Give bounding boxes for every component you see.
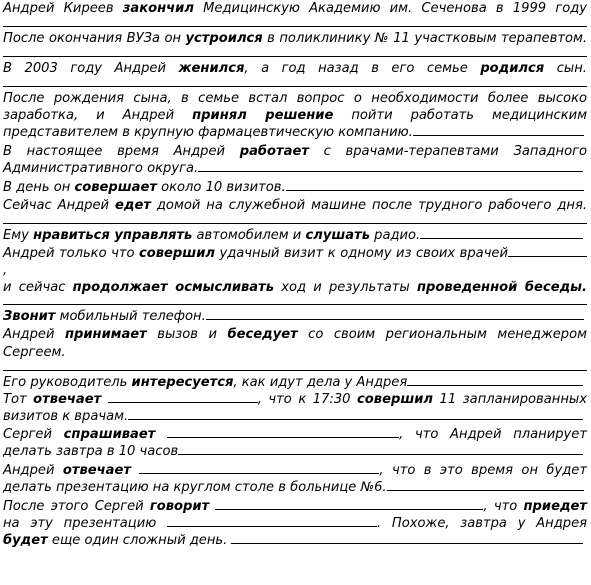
verb-highlight: женился <box>178 61 245 77</box>
sentence <box>3 179 587 196</box>
answer-line[interactable] <box>231 543 583 544</box>
sentence-text: , что к 17:30 <box>257 391 358 407</box>
sentence-line <box>3 462 587 496</box>
sentence-text: радио. <box>369 228 421 244</box>
sentence-text: 11 запланированных визитов к врачам. <box>3 391 587 424</box>
sentence-text: Андрей Киреев <box>3 1 123 16</box>
verb-highlight: нравиться управлять <box>33 228 193 244</box>
sentence-part <box>3 463 131 478</box>
answer-line[interactable] <box>413 135 584 136</box>
sentence-line <box>3 391 587 425</box>
verb-highlight: устроился <box>185 31 263 47</box>
sentence-text: с врачами-терапевтами Западного Административного округа. <box>3 144 587 177</box>
answer-line[interactable] <box>3 86 587 87</box>
answer-line[interactable] <box>167 526 377 527</box>
sentence-text: После этого Сергей <box>3 498 150 514</box>
answer-line[interactable] <box>178 454 583 455</box>
answer-line[interactable] <box>3 56 587 57</box>
sentence-text: , как идут дела у Андрея <box>233 374 408 390</box>
sentence <box>3 60 587 77</box>
answer-line[interactable] <box>407 385 583 386</box>
sentence-text: Андрей только что <box>3 245 139 261</box>
sentence-line <box>3 498 587 549</box>
sentence <box>3 308 587 325</box>
answer-line[interactable] <box>108 402 258 403</box>
sentence-text: Ему <box>3 228 34 244</box>
answer-line[interactable] <box>3 26 587 27</box>
sentence-text: . Похоже, завтра у Андрея <box>377 515 588 531</box>
answer-line[interactable] <box>139 473 379 474</box>
sentence-line <box>3 426 587 460</box>
sentence-text: еще один сложный день. <box>47 532 228 548</box>
verb-highlight: беседует <box>227 327 298 343</box>
worksheet <box>3 0 587 549</box>
sentence <box>3 326 587 360</box>
sentence-text: В день он <box>3 179 75 195</box>
sentence-text: , а год назад в его семье <box>244 61 481 77</box>
verb-highlight: слушать <box>305 228 370 244</box>
sentence: Андрей только что совершил удачный визит к одному из своих врачей, <box>3 245 587 279</box>
sentence-text: домой на служебной машине после трудного рабочего дня. <box>150 198 587 214</box>
sentence <box>3 90 587 141</box>
sentence-text: После окончания ВУЗа он <box>3 31 186 47</box>
sentence-text: автомобилем и <box>192 228 306 244</box>
verb-highlight: принимает <box>64 327 147 343</box>
verb-highlight: совершил <box>139 245 215 261</box>
sentence-text: Сейчас Андрей <box>3 198 115 214</box>
sentence-text: в поликлинику № 11 участковым терапевтом. <box>262 31 588 47</box>
sentence-text: После рождения сына, в семье встал вопрос о необходимости более высоко заработка, и Андрей <box>3 91 587 124</box>
sentence-text: удачный визит к одному из своих врачей <box>214 245 508 261</box>
verb-highlight: отвечает <box>62 463 131 479</box>
sentence <box>3 227 587 244</box>
sentence-text: , что <box>483 498 524 514</box>
answer-line[interactable] <box>167 437 399 438</box>
sentence-text: около 10 визитов. <box>156 179 286 195</box>
verb-highlight: едет <box>115 198 151 214</box>
verb-highlight: будет <box>3 532 48 548</box>
verb-highlight: Звонит <box>3 308 56 324</box>
verb-highlight: закончил <box>122 1 194 16</box>
verb-highlight: говорит <box>149 498 210 514</box>
answer-line[interactable] <box>420 238 583 239</box>
answer-line[interactable] <box>508 256 587 257</box>
sentence-text: на эту презентацию <box>3 515 157 531</box>
sentence <box>3 143 587 177</box>
sentence-text: Андрей <box>3 463 63 479</box>
answer-line[interactable] <box>3 304 587 305</box>
verb-highlight: интересуется <box>131 374 234 390</box>
verb-highlight: спрашивает <box>63 427 156 443</box>
verb-highlight: отвечает <box>33 391 102 407</box>
answer-line[interactable] <box>3 223 587 224</box>
sentence-part <box>3 427 155 442</box>
sentence-text: вызов и <box>146 327 228 343</box>
answer-line[interactable] <box>286 190 584 191</box>
sentence <box>3 30 587 47</box>
sentence-text: ход и результаты <box>274 279 417 295</box>
answer-line[interactable] <box>198 171 583 172</box>
verb-highlight: совершил <box>357 391 433 407</box>
sentence <box>3 0 587 17</box>
sentence-text: , что в это время он будет делать презентацию на круглом столе в больнице №6. <box>3 463 587 496</box>
sentence-text: В настоящее время Андрей <box>3 144 240 160</box>
sentence <box>3 197 587 214</box>
verb-highlight: совершает <box>74 179 157 195</box>
sentence <box>3 279 587 296</box>
answer-line[interactable] <box>387 490 584 491</box>
answer-line[interactable] <box>215 509 483 510</box>
verb-highlight: принял решение <box>192 108 334 124</box>
sentence-text: мобильный телефон. <box>55 308 206 324</box>
answer-line[interactable] <box>128 419 583 420</box>
sentence-text: , что Андрей планирует делать завтра в 10 часов <box>3 427 587 460</box>
sentence-text: Его руководитель <box>3 374 132 390</box>
sentence <box>3 374 587 391</box>
sentence-text: и сейчас <box>3 279 73 295</box>
sentence-part <box>3 499 209 514</box>
verb-highlight: родился <box>480 61 545 77</box>
verb-highlight: проведенной беседы. <box>417 279 587 295</box>
sentence-text: со своим региональным менеджером Сергеем. <box>3 327 587 360</box>
sentence-text: Андрей <box>3 327 65 343</box>
verb-highlight: работает <box>239 144 309 160</box>
sentence-text: Сергей <box>3 427 64 443</box>
verb-highlight: приедет <box>523 498 587 514</box>
sentence-text: В 2003 году Андрей <box>3 61 179 77</box>
answer-line[interactable] <box>206 319 584 320</box>
answer-line[interactable] <box>3 370 587 371</box>
sentence-part <box>3 392 101 407</box>
sentence-text: Медицинскую Академию им. Сеченова в 1999 году <box>193 1 588 16</box>
sentence-text: сын. <box>544 61 587 77</box>
verb-highlight: продолжает осмысливать <box>72 279 275 295</box>
sentence-text: Тот <box>3 391 34 407</box>
sentence-text: пойти работать медицинским представителем в крупную фармацевтическую компанию. <box>3 108 587 141</box>
